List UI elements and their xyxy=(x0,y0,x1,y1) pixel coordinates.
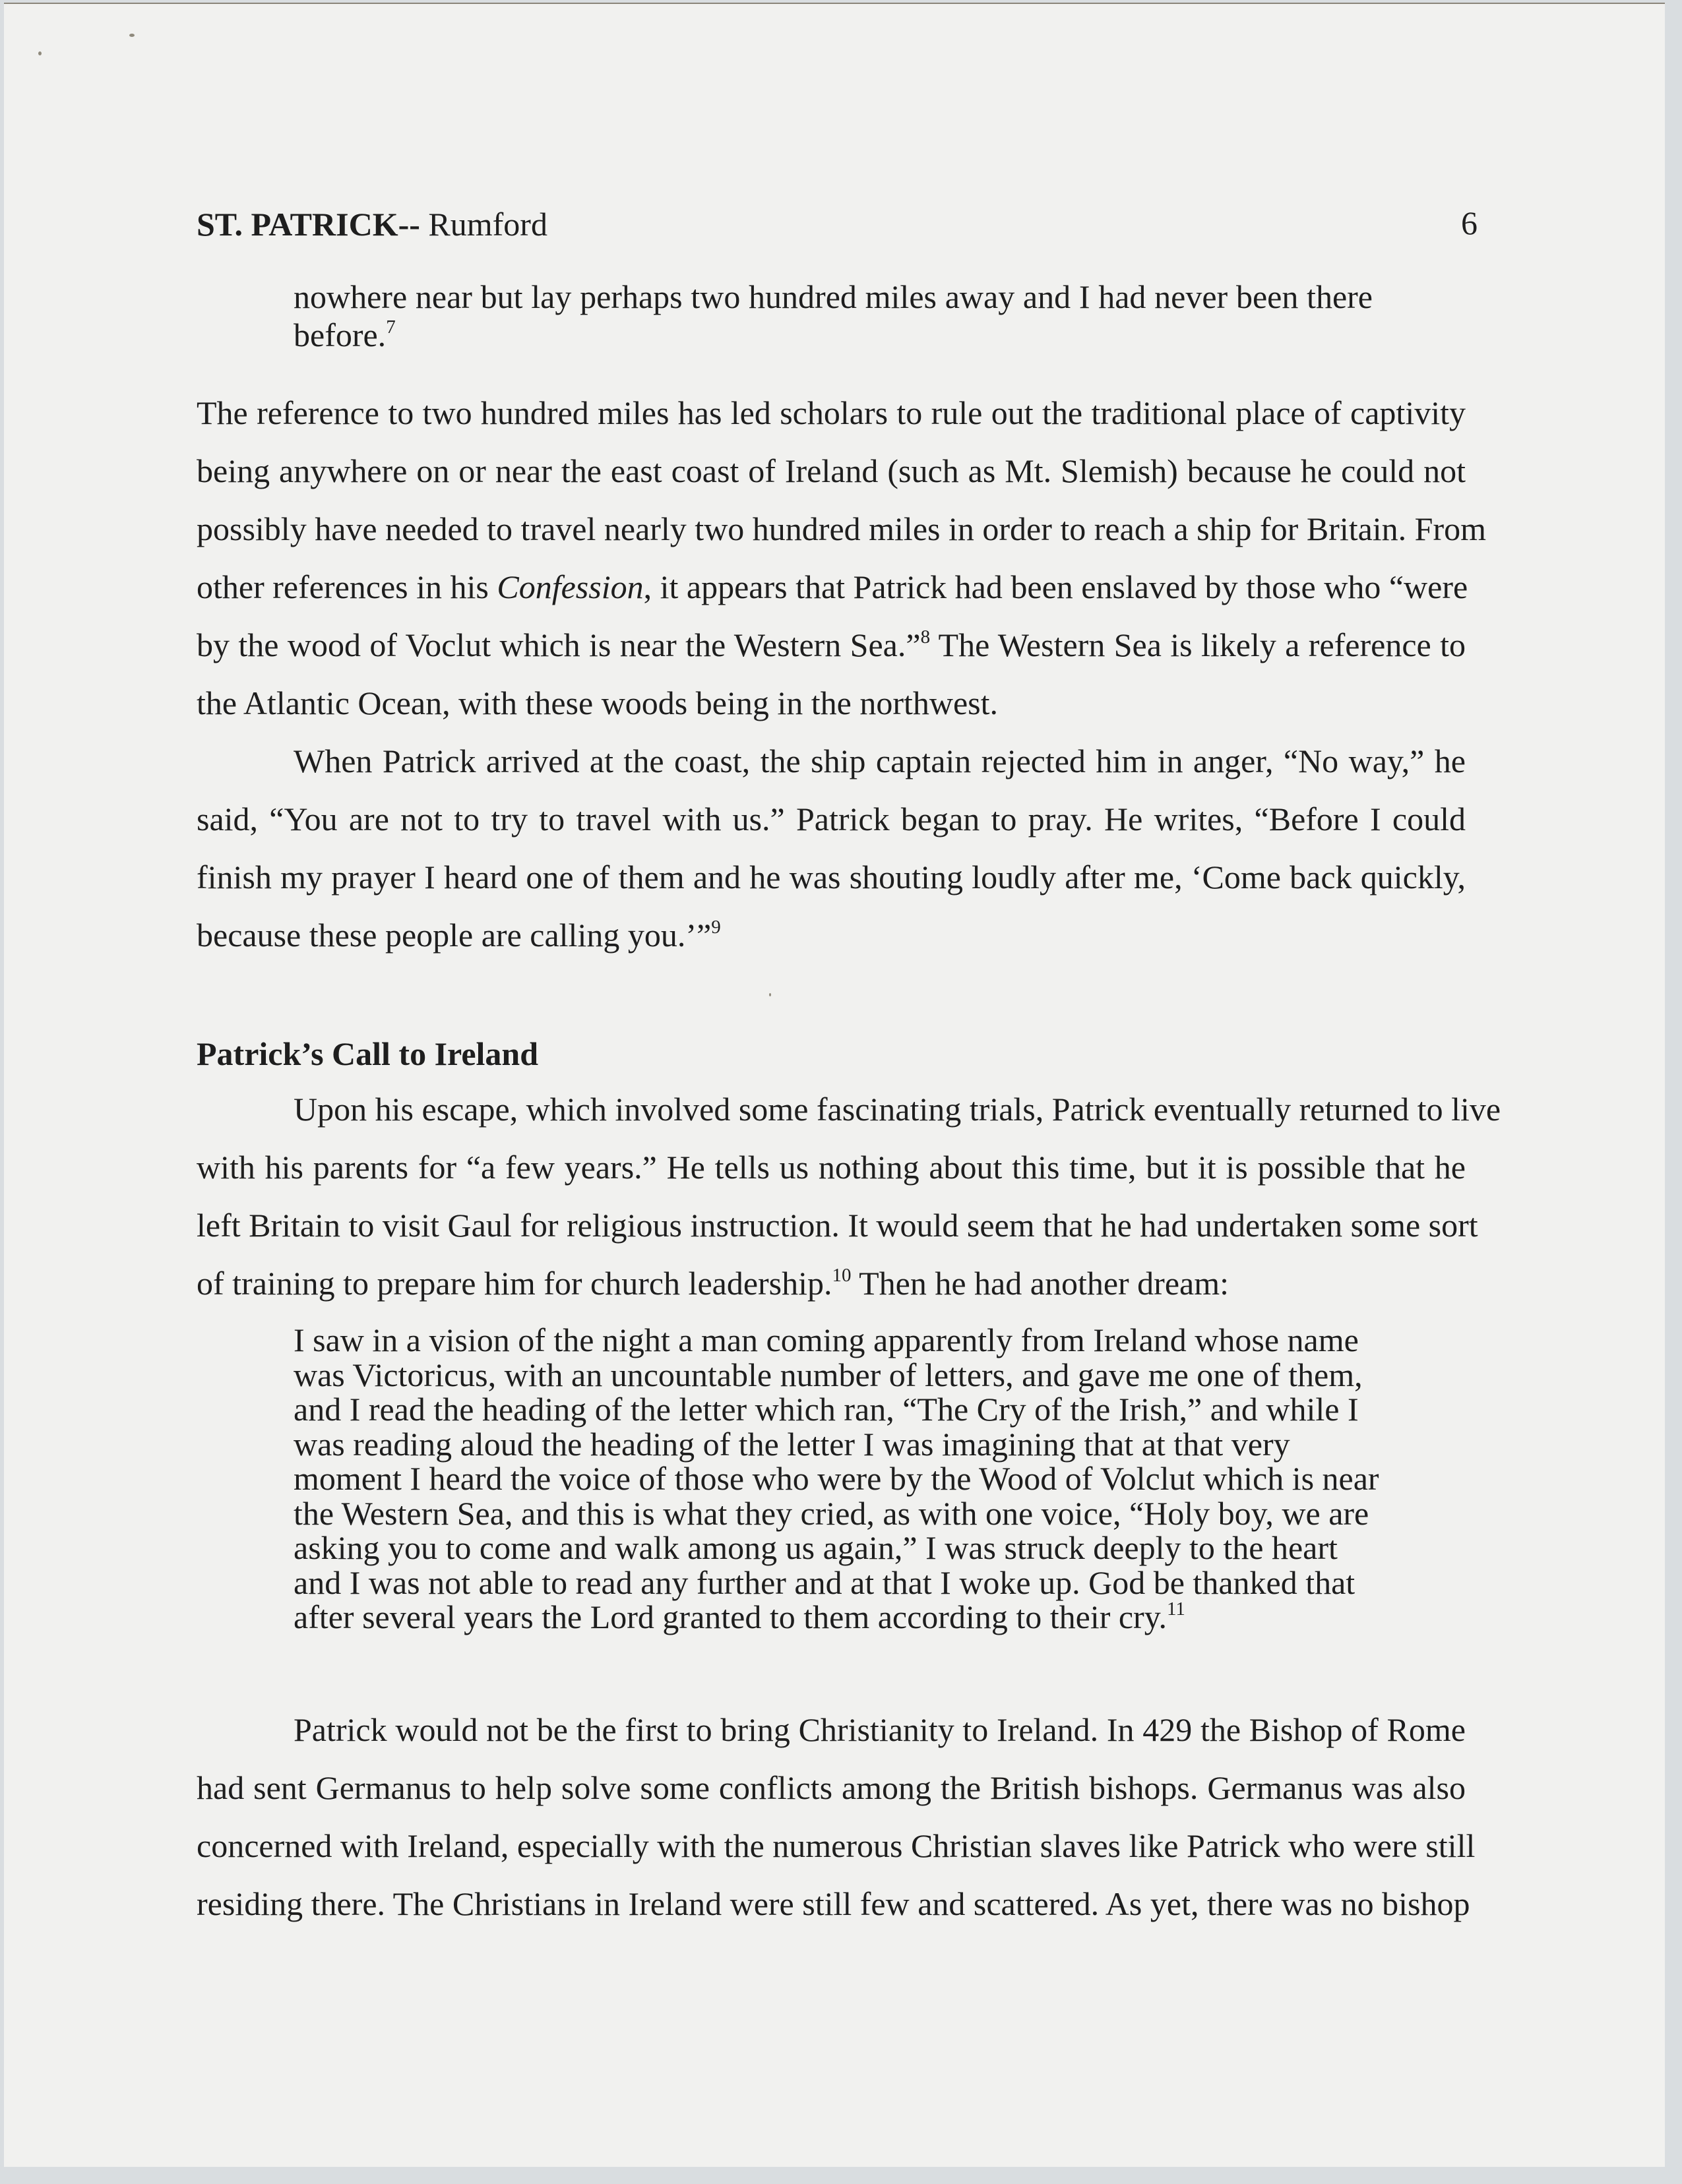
footnote-ref[interactable]: 7 xyxy=(386,317,396,338)
scan-speck xyxy=(769,993,771,996)
footnote-ref[interactable]: 9 xyxy=(711,917,721,938)
footnote-ref[interactable]: 10 xyxy=(832,1265,852,1286)
quote-line: I saw in a vision of the night a man coming apparently from Ireland whose name xyxy=(294,1321,1359,1358)
quote-line: and I was not able to read any further and at that I woke up. God be thanked that xyxy=(294,1564,1355,1601)
quote-line: nowhere near but lay perhaps two hundred miles away and I had never been there xyxy=(294,278,1373,315)
footnote-ref[interactable]: 8 xyxy=(920,626,931,648)
body-text: of training to prepare him for church leadership. xyxy=(197,1265,832,1302)
body-line: Upon his escape, which involved some fascinating trials, Patrick eventually returned to live xyxy=(294,1091,1501,1128)
running-header xyxy=(197,208,547,241)
body-line: possibly have needed to travel nearly two hundred miles in order to reach a ship for Britain. From xyxy=(197,510,1487,547)
body-line: said, “You are not to try to travel with us.” Patrick began to pray. He writes, “Before I could xyxy=(197,801,1466,837)
quote-text: after several years the Lord granted to them according to their cry. xyxy=(294,1598,1167,1635)
quote-line: asking you to come and walk among us again,” I was struck deeply to the heart xyxy=(294,1529,1338,1566)
body-line: with his parents for “a few years.” He tells us nothing about this time, but it is possible that he xyxy=(197,1149,1466,1186)
quote-line: moment I heard the voice of those who were by the Wood of Volclut which is near xyxy=(294,1460,1379,1497)
quote-line: was reading aloud the heading of the letter I was imagining that at that very xyxy=(294,1426,1290,1463)
body-line: had sent Germanus to help solve some conflicts among the British bishops. Germanus was also xyxy=(197,1769,1466,1806)
body-line: When Patrick arrived at the coast, the ship captain rejected him in anger, “No way,” he xyxy=(294,743,1466,779)
body-line xyxy=(197,919,1466,952)
page-number: 6 xyxy=(1461,204,1478,241)
scan-speck xyxy=(129,34,135,37)
quote-line xyxy=(294,318,1373,351)
quote-line xyxy=(294,1600,1373,1633)
body-line: left Britain to visit Gaul for religious instruction. It would seem that he had undertaken some sort xyxy=(197,1207,1478,1244)
body-line xyxy=(197,628,1466,661)
body-line: concerned with Ireland, especially with the numerous Christian slaves like Patrick who were still xyxy=(197,1827,1476,1864)
quote-line: was Victoricus, with an uncountable number of letters, and gave me one of them, xyxy=(294,1356,1363,1393)
book-title-confession: Confession xyxy=(497,568,644,605)
header-title: ST. PATRICK-- xyxy=(197,206,420,243)
footnote-ref[interactable]: 11 xyxy=(1166,1598,1185,1620)
body-text: The Western Sea is likely a reference to xyxy=(930,626,1466,663)
body-line: being anywhere on or near the east coast of Ireland (such as Mt. Slemish) because he could not xyxy=(197,452,1466,489)
body-line xyxy=(197,570,1466,603)
body-line: finish my prayer I heard one of them and he was shouting loudly after me, ‘Come back quickly, xyxy=(197,859,1466,895)
body-line: residing there. The Christians in Ireland were still few and scattered. As yet, there was no bishop xyxy=(197,1885,1470,1922)
header-author: Rumford xyxy=(420,206,547,243)
body-text: , it appears that Patrick had been enslaved by those who “were xyxy=(643,568,1468,605)
body-text: because these people are calling you.’” xyxy=(197,917,712,954)
body-line: the Atlantic Ocean, with these woods being in the northwest. xyxy=(197,684,999,721)
body-line: Patrick would not be the first to bring Christianity to Ireland. In 429 the Bishop of Rome xyxy=(294,1711,1466,1748)
scan-speck xyxy=(38,51,42,55)
quote-text: before. xyxy=(294,317,387,353)
document-page xyxy=(4,3,1665,2167)
body-text: Then he had another dream: xyxy=(851,1265,1229,1302)
quote-line: the Western Sea, and this is what they cried, as with one voice, “Holy boy, we are xyxy=(294,1495,1369,1532)
body-text: other references in his xyxy=(197,568,497,605)
body-line xyxy=(197,1267,1466,1300)
body-line: The reference to two hundred miles has led scholars to rule out the traditional place of captivity xyxy=(197,394,1466,431)
section-heading: Patrick’s Call to Ireland xyxy=(197,1035,539,1072)
quote-line: and I read the heading of the letter which ran, “The Cry of the Irish,” and while I xyxy=(294,1391,1359,1428)
body-text: by the wood of Voclut which is near the Western Sea.” xyxy=(197,626,921,663)
